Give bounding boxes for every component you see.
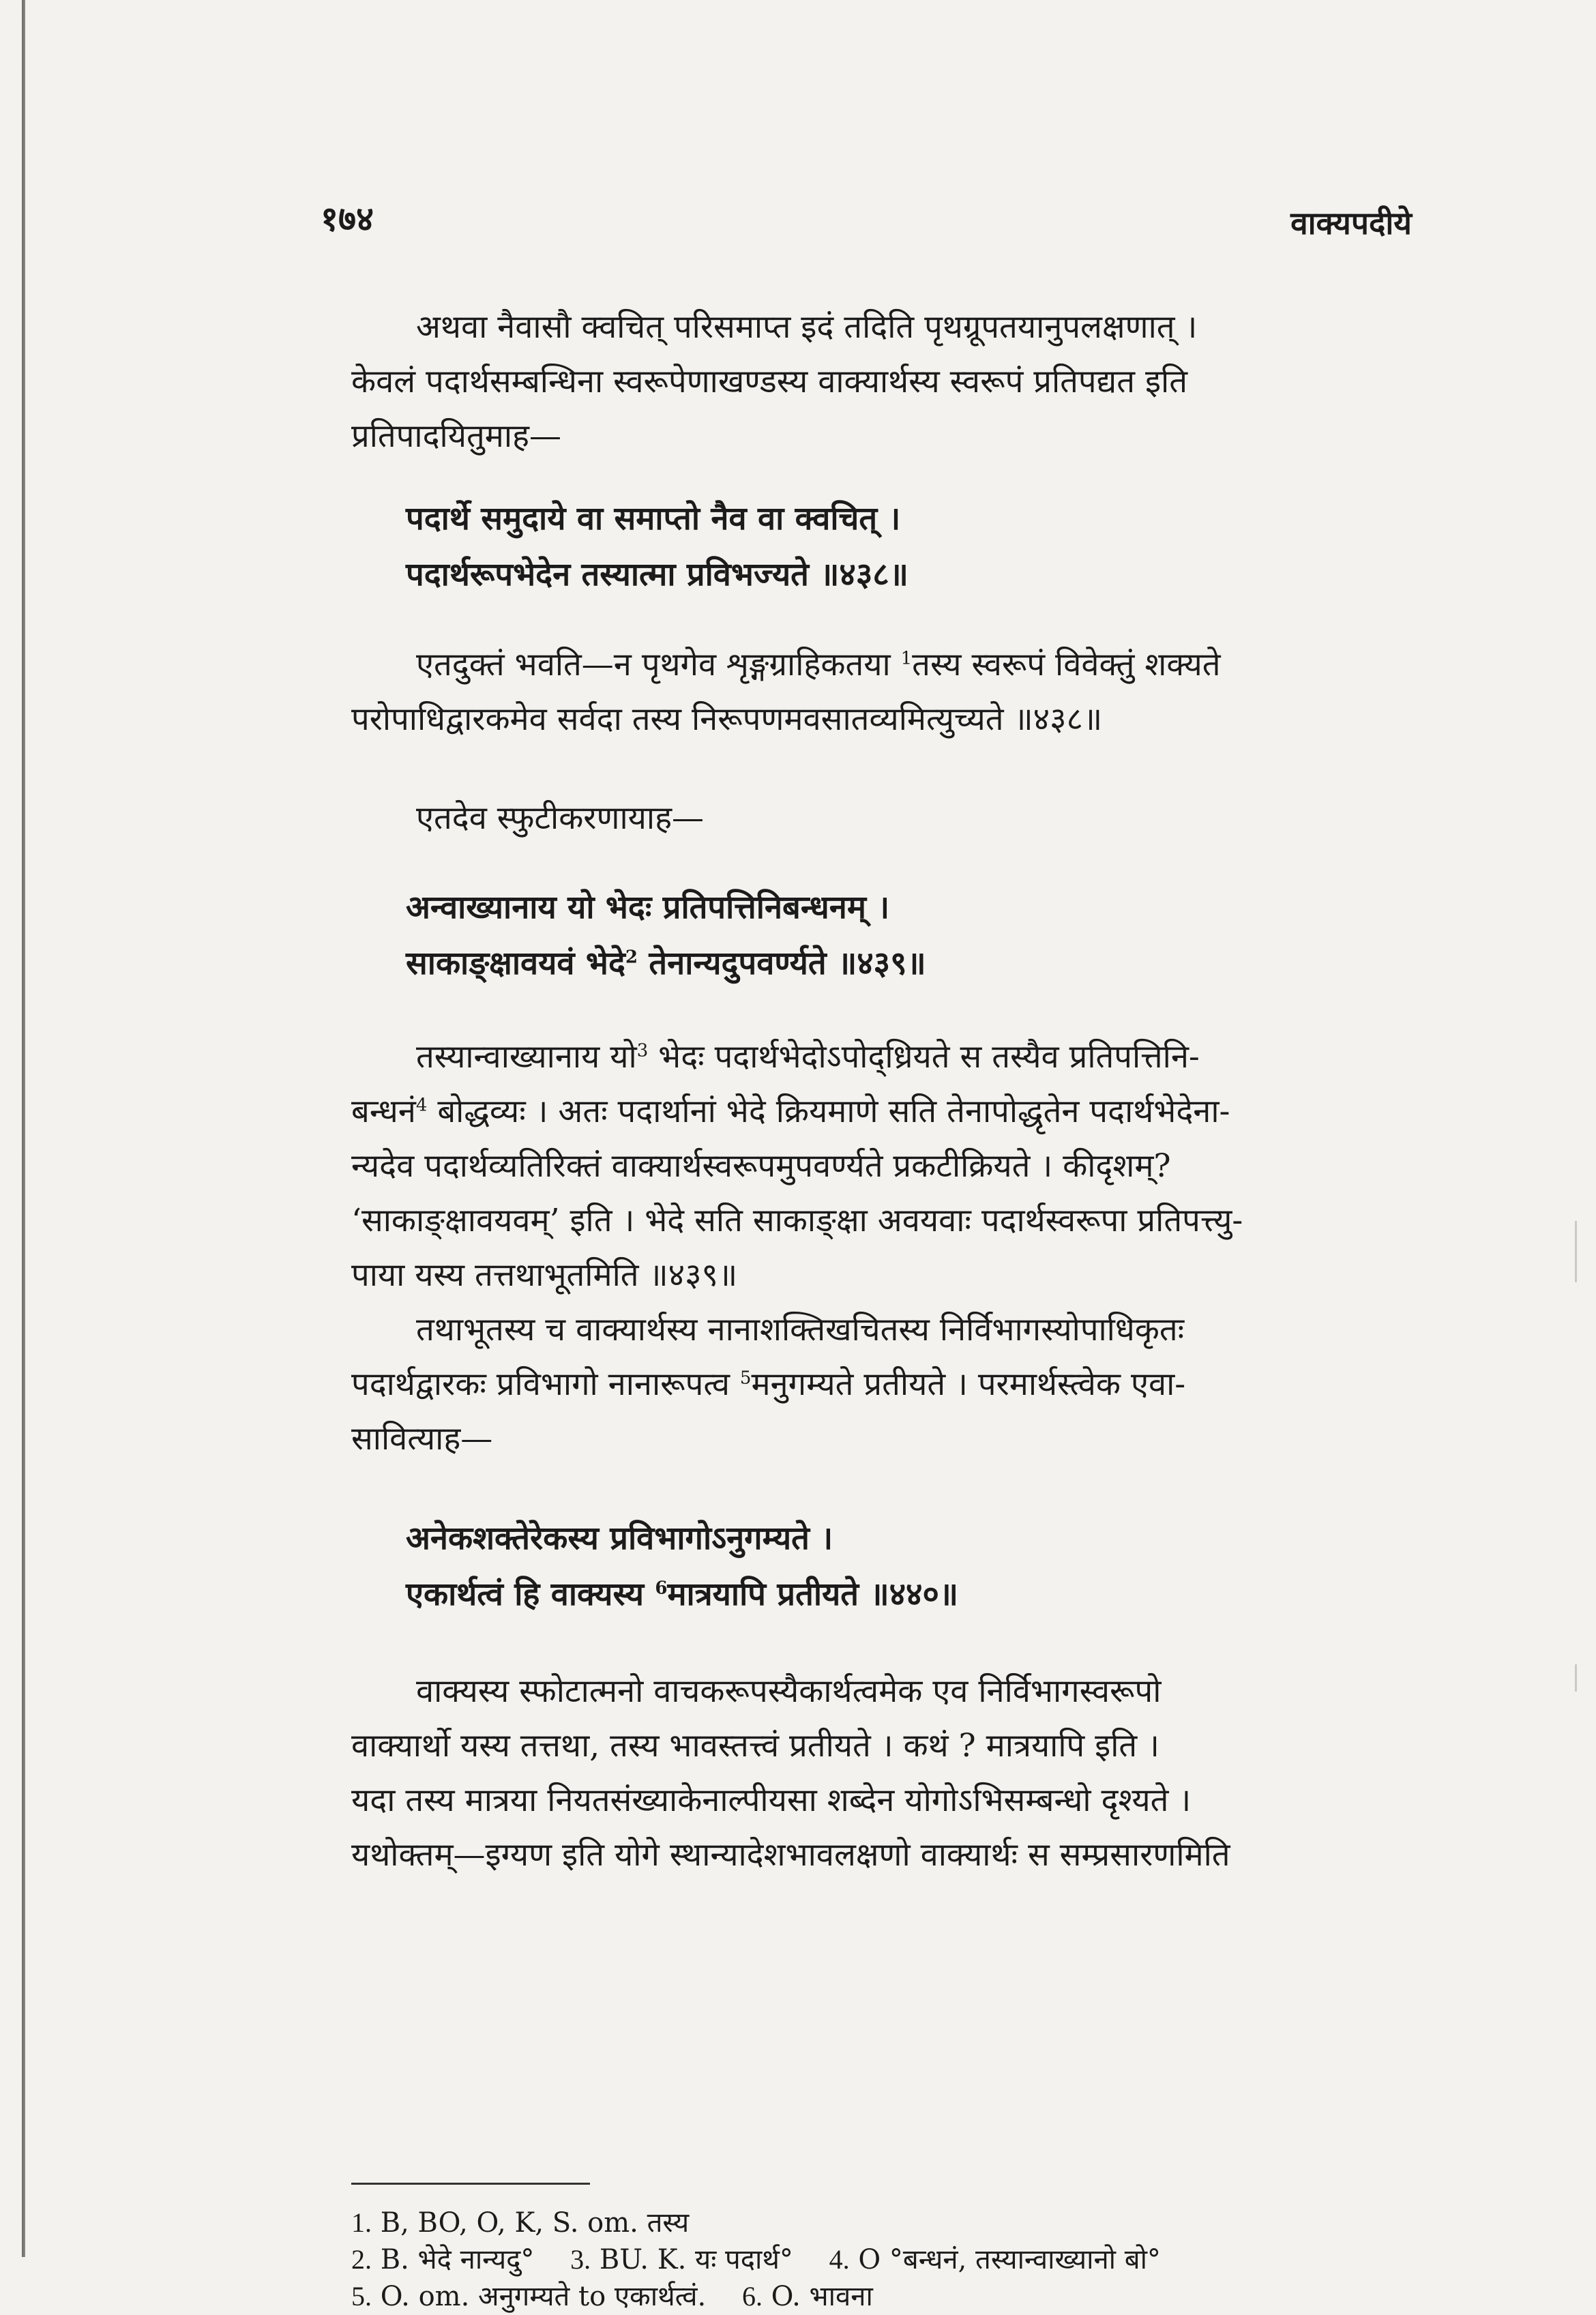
footnote-label: 2. <box>351 2244 372 2275</box>
text-segment: एकार्थत्वं हि वाक्यस्य <box>406 1576 655 1613</box>
text-line: परोपाधिद्वारकमेव सर्वदा तस्य निरूपणमवसातव्यमित्युच्यते ॥४३८॥ <box>351 701 1103 738</box>
footnote-text: B, BO, O, K, S. om. तस्य <box>380 2207 690 2239</box>
footnote-text: O °बन्धनं, तस्यान्वाख्यानो बो° <box>858 2244 1161 2275</box>
verse-438 <box>351 491 1405 603</box>
footnote-4 <box>829 2241 1161 2278</box>
text-line: अथवा नैवासौ क्वचित् परिसमाप्त इदं तदिति पृथग्रूपतयानुपलक्षणात् । <box>416 308 1198 346</box>
footnote-row <box>351 2205 1443 2241</box>
footnotes <box>351 2205 1443 2315</box>
commentary-paragraph-2 <box>351 638 1405 747</box>
text-segment: तेनान्यदुपवर्ण्यते ॥४३९॥ <box>638 945 926 982</box>
footnote-text: O. भावना <box>771 2281 873 2312</box>
text-segment: पदार्थद्वारकः प्रविभागो नानारूपत्व <box>351 1366 740 1403</box>
text-line <box>351 1085 1405 1139</box>
text-segment: बोद्धव्यः । अतः पदार्थानां भेदे क्रियमाणे सति तेनापोद्धृतेन पदार्थभेदेना- <box>427 1093 1230 1130</box>
footnote-label: 4. <box>829 2244 850 2275</box>
verse-line: अन्वाख्यानाय यो भेदः प्रतिपत्तिनिबन्धनम् । <box>406 889 890 926</box>
page-number: १७४ <box>321 198 374 239</box>
text-line: वाक्यार्थो यस्य तत्तथा, तस्य भावस्तत्त्वं प्रतीयते । कथं ? मात्रयापि इति । <box>351 1727 1159 1765</box>
text-line: केवलं पदार्थसम्बन्धिना स्वरूपेणाखण्डस्य वाक्यार्थस्य स्वरूपं प्रतिपद्यत इति <box>351 363 1188 400</box>
scan-artifact <box>1575 1664 1577 1692</box>
footnote-text: O. om. अनुगम्यते to एकार्थत्वं. <box>380 2281 707 2312</box>
footnote-ref: 3 <box>636 1040 649 1061</box>
verse-439 <box>351 880 1405 992</box>
footnote-ref: 5 <box>739 1368 752 1389</box>
footnote-label: 1. <box>351 2207 372 2238</box>
footnote-3 <box>570 2241 793 2278</box>
text-segment: बन्धनं <box>351 1093 416 1130</box>
commentary-paragraph-4 <box>351 1030 1405 1303</box>
text-line: प्रतिपादयितुमाह— <box>351 417 561 455</box>
text-segment: तस्यान्वाख्यानाय यो <box>416 1038 637 1076</box>
text-segment: मात्रयापि प्रतीयते ॥४४०॥ <box>667 1576 959 1613</box>
scan-artifact <box>1575 1221 1577 1282</box>
verse-440 <box>351 1511 1405 1623</box>
running-head: वाक्यपदीये <box>1290 205 1412 241</box>
text-line: सावित्याह— <box>351 1420 493 1458</box>
commentary-paragraph-5 <box>351 1303 1405 1466</box>
text-line: यदा तस्य मात्रया नियतसंख्याकेनाल्पीयसा शब्देन योगोऽभिसम्बन्धो दृश्यते । <box>351 1782 1192 1819</box>
footnote-label: 3. <box>570 2244 591 2275</box>
text-segment: भेदः पदार्थभेदोऽपोद्ध्रियते स तस्यैव प्रतिपत्तिनि- <box>648 1038 1200 1076</box>
text-segment: तस्य स्वरूपं विवेक्तुं शक्यते <box>912 646 1221 683</box>
text-segment: एतदुक्तं भवति—न पृथगेव शृङ्गग्राहिकतया <box>416 646 901 683</box>
footnote-1 <box>351 2205 689 2241</box>
text-line: पाया यस्य तत्तथाभूतमिति ॥४३९॥ <box>351 1256 738 1294</box>
footnote-2 <box>351 2241 534 2278</box>
verse-line: अनेकशक्तेरेकस्य प्रविभागोऽनुगम्यते । <box>406 1520 833 1557</box>
commentary-paragraph-6 <box>351 1664 1405 1883</box>
text-line <box>351 638 1405 692</box>
text-line: ‘साकाङ्क्षावयवम्’ इति । भेदे सति साकाङ्क्षा अवयवाः पदार्थस्वरूपा प्रतिपत्त्यु- <box>351 1202 1243 1239</box>
text-segment: साकाङ्क्षावयवं भेदे <box>406 945 625 982</box>
footnote-ref: 6 <box>655 1578 668 1599</box>
verse-line: पदार्थरूपभेदेन तस्यात्मा प्रविभज्यते ॥४३८॥ <box>406 556 908 593</box>
text-line <box>351 1357 1405 1412</box>
text-line: एतदेव स्फुटीकरणायाह— <box>416 799 705 837</box>
text-line: तथाभूतस्य च वाक्यार्थस्य नानाशक्तिखचितस्य निर्विभागस्योपाधिकृतः <box>416 1311 1185 1348</box>
footnote-ref: 1 <box>900 648 913 669</box>
page-header <box>321 194 1412 249</box>
commentary-paragraph-3 <box>351 791 1405 846</box>
footnote-ref: 2 <box>625 947 638 968</box>
footnote-ref: 4 <box>415 1095 428 1116</box>
text-line: वाक्यस्य स्फोटात्मनो वाचकरूपस्यैकार्थत्वमेक एव निर्विभागस्वरूपो <box>416 1672 1162 1710</box>
page-binding-edge <box>22 0 25 2257</box>
footnote-row <box>351 2241 1443 2278</box>
verse-line: पदार्थे समुदाये वा समाप्तो नैव वा क्वचित् । <box>406 500 901 537</box>
commentary-paragraph-1 <box>351 300 1405 464</box>
footnote-row <box>351 2278 1443 2315</box>
text-line <box>351 1030 1405 1085</box>
text-line: न्यदेव पदार्थव्यतिरिक्तं वाक्यार्थस्वरूपमुपवर्ण्यते प्रकटीक्रियते । कीदृशम्? <box>351 1147 1171 1185</box>
verse-line <box>406 1567 1405 1623</box>
text-line: यथोक्तम्—इग्यण इति योगे स्थान्यादेशभावलक्षणो वाक्यार्थः स सम्प्रसारणमिति <box>351 1836 1230 1874</box>
footnote-label: 5. <box>351 2281 372 2312</box>
footnote-divider <box>351 2183 590 2185</box>
verse-line <box>406 936 1405 992</box>
footnote-6 <box>742 2278 873 2315</box>
footnote-5 <box>351 2278 706 2315</box>
footnote-text: BU. K. यः पदार्थ° <box>599 2244 793 2275</box>
footnote-text: B. भेदे नान्यदु° <box>380 2244 535 2275</box>
footnote-label: 6. <box>741 2281 763 2312</box>
text-segment: मनुगम्यते प्रतीयते । परमार्थस्त्वेक एवा- <box>751 1366 1186 1403</box>
